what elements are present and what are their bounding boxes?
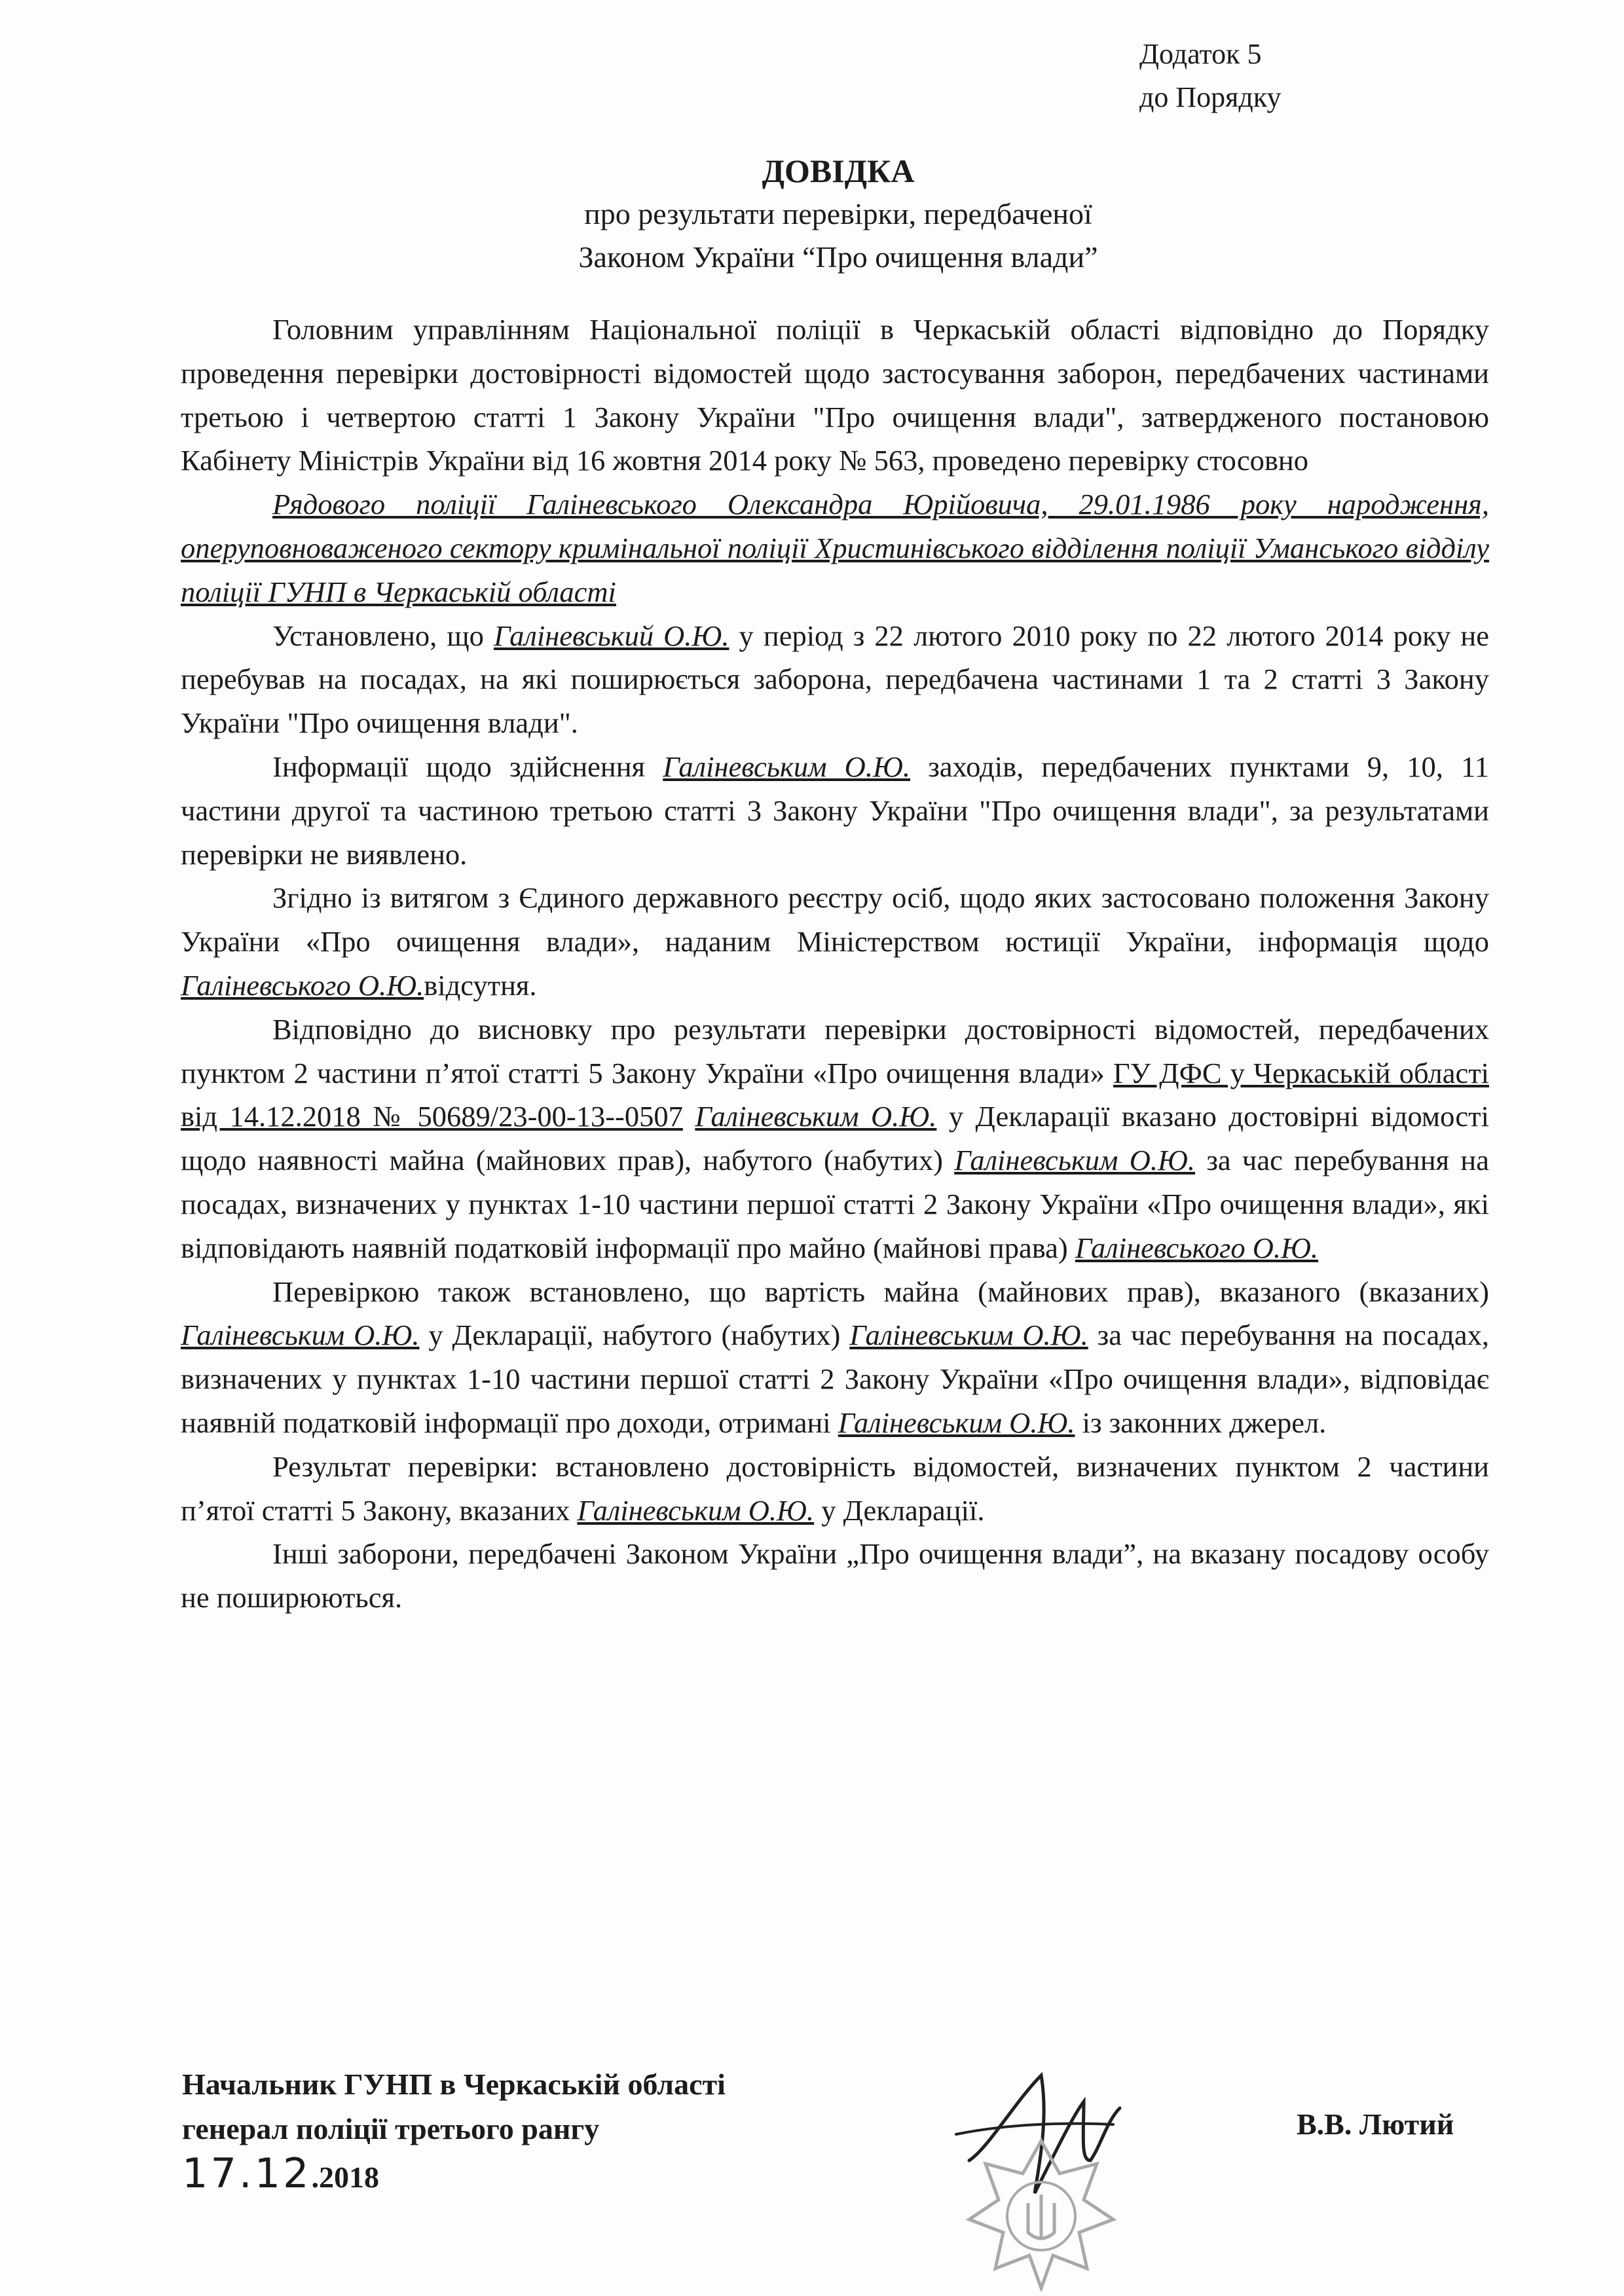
text-fragment: відсутня.: [424, 968, 537, 1002]
tax-office-reference: ГУ ДФС у Черкаській області від 14.12.2018 № 50689/23-00-13--0507: [181, 1056, 1490, 1133]
annex-reference: до Порядку: [1139, 81, 1282, 113]
document-title: ДОВІДКА: [762, 153, 915, 189]
document-subtitle-line2: Законом України “Про очищення влади”: [578, 240, 1098, 274]
text-fragment: за час перебування на посадах, визначених у пунктах 1-10 частини першої статті 2 Закону України «Про очищення влади», які відповідають наявній податковій інформації про майно (майнові права): [181, 1144, 1489, 1264]
police-badge-seal-icon: [963, 2134, 1120, 2291]
paragraph-conclusion: [181, 1008, 1489, 1270]
person-details: Рядового поліції Галіневського Олександра Юрійовича, 29.01.1986 року народження, оперуповноваженого сектору кримінальної поліції Христинівського відділення поліції Уманського відділу поліції ГУНП в Черкаській області: [181, 488, 1489, 608]
document-body: [181, 308, 1489, 1620]
text-fragment: Результат перевірки: встановлено достовірність відомостей, визначених пунктом 2 частини п’ятої статті 5 Закону, вказаних: [181, 1449, 1489, 1527]
paragraph-property-value: [181, 1270, 1489, 1445]
document-subtitle-line1: про результати перевірки, передбаченої: [584, 197, 1092, 230]
person-name: Галіневського О.Ю.: [1075, 1231, 1319, 1264]
person-name: Галіневським О.Ю.: [954, 1144, 1196, 1177]
text-fragment: у Декларації вказано достовірні відомості щодо наявності майна (майнових прав), набутого (набутих): [181, 1100, 1489, 1177]
person-name: Галіневським О.Ю.: [695, 1100, 937, 1133]
person-name: Галіневським О.Ю.: [849, 1319, 1088, 1352]
paragraph-intro: Головним управлінням Національної поліції в Черкаській області відповідно до Порядку проведення перевірки достовірності відомостей щодо застосування заборон, передбачених частинами третьою і четвертою статті 1 Закону України "Про очищення влади", затвердженого постановою Кабінету Міністрів України від 16 жовтня 2014 року № 563, проведено перевірку стосовно: [181, 313, 1489, 477]
text-fragment: у Декларації, набутого (набутих): [419, 1319, 850, 1352]
document-heading: [0, 149, 1624, 279]
annex-number: Додаток 5: [1139, 38, 1262, 70]
person-name: Галіневським О.Ю.: [663, 750, 910, 783]
paragraph-established: [181, 614, 1489, 745]
text-fragment: Відповідно до висновку про результати перевірки достовірності відомостей, передбачених пунктом 2 частини п’ятої статті 5 Закону України «Про очищення влади»: [181, 1012, 1489, 1089]
person-name: Галіневський О.Ю.: [493, 619, 729, 652]
annex-label: [1139, 33, 1282, 119]
text-fragment: за час перебування на посадах, визначених у пунктах 1-10 частини першої статті 2 Закону України «Про очищення влади», відповідає наявній податковій інформації про доходи, отримані: [181, 1319, 1489, 1439]
paragraph-registry: [181, 876, 1489, 1007]
person-name: Галіневським О.Ю.: [181, 1319, 420, 1352]
person-name: Галіневським О.Ю.: [577, 1493, 815, 1527]
text-fragment: Інформації щодо здійснення: [272, 750, 663, 783]
text-fragment: заходів, передбачених пунктами 9, 10, 11 частини другої та частиною третьою статті 3 Закону України "Про очищення влади", за результатами перевірки не виявлено.: [181, 750, 1489, 871]
paragraph-other-bans: Інші заборони, передбачені Законом України „Про очищення влади”, на вказану посадову особу не поширюються.: [181, 1537, 1489, 1614]
person-name: Галіневського О.Ю.: [181, 968, 424, 1002]
signatory-block: [182, 2062, 726, 2200]
handwritten-date: 17.12: [182, 2149, 312, 2197]
text-fragment: Установлено, що: [272, 619, 494, 652]
person-name: Галіневським О.Ю.: [838, 1406, 1075, 1439]
text-fragment: Перевіркою також встановлено, що вартість майна (майнових прав), вказаного (вказаних): [272, 1275, 1489, 1308]
date-year: .2018: [311, 2160, 379, 2194]
text-fragment: у період з 22 лютого 2010 року по 22 лютого 2014 року не перебував на посадах, на які поширюється заборона, передбачена частинами 1 та 2 статті 3 Закону України "Про очищення влади".: [181, 619, 1489, 740]
signing-date: [182, 2151, 726, 2200]
signatory-rank: генерал поліції третього рангу: [182, 2112, 600, 2145]
paragraph-measures: [181, 745, 1489, 876]
paragraph-person: [181, 483, 1489, 613]
text-fragment: Згідно із витягом з Єдиного державного реєстру осіб, щодо яких застосовано положення Закону України «Про очищення влади», наданим Міністерством юстиції України, інформація щодо: [181, 881, 1489, 958]
text-fragment: у Декларації.: [814, 1493, 985, 1527]
signatory-name: В.В. Лютий: [1297, 2107, 1454, 2141]
signatory-position: Начальник ГУНП в Черкаській області: [182, 2068, 726, 2101]
paragraph-result: [181, 1445, 1489, 1533]
text-fragment: із законних джерел.: [1075, 1406, 1327, 1439]
text-fragment: [683, 1100, 695, 1133]
